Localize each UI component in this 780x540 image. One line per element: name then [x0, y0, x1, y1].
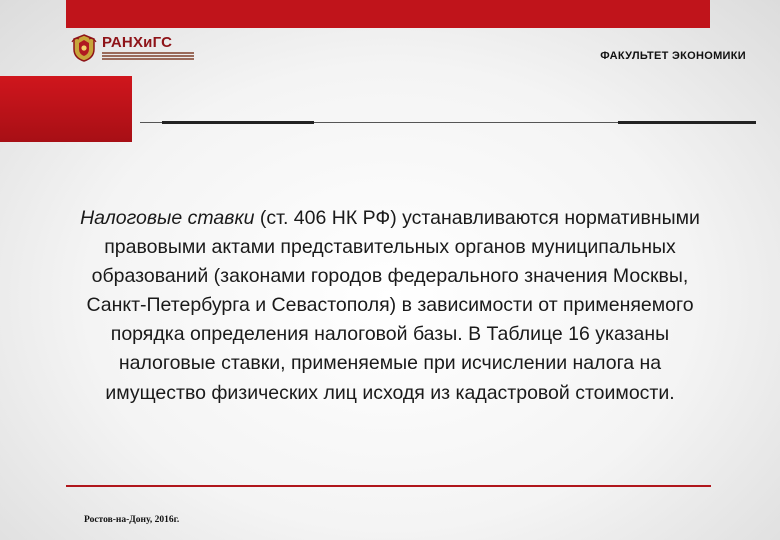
main-paragraph: [70, 204, 710, 408]
ranepa-emblem-icon: [70, 33, 98, 63]
main-paragraph-text: (ст. 406 НК РФ) устанавливаются нормативными правовыми актами представительных органов муниципальных образований (законами городов федерального значения Москвы, Санкт-Петербурга и Севастополя) в зависимости от применяемого порядка определения налоговой базы. В Таблице 16 указаны налоговые ставки, применяемые при исчислении налога на имущество физических лиц исходя из кадастровой стоимости.: [86, 207, 700, 404]
ranepa-logo: [70, 33, 200, 65]
faculty-title: ФАКУЛЬТЕТ ЭКОНОМИКИ: [600, 50, 746, 62]
header-divider-accent-right: [618, 121, 756, 124]
footer-divider: [66, 485, 711, 487]
footer-location-year: Ростов-на-Дону, 2016г.: [84, 515, 180, 525]
logo-text: РАНХиГС: [102, 34, 173, 51]
header-divider-accent-left: [162, 121, 314, 124]
tax-rates-term: Налоговые ставки: [80, 207, 255, 229]
top-accent-bar: [66, 0, 710, 28]
red-accent-block: [0, 76, 132, 142]
logo-subtitle-lines: [102, 52, 194, 61]
